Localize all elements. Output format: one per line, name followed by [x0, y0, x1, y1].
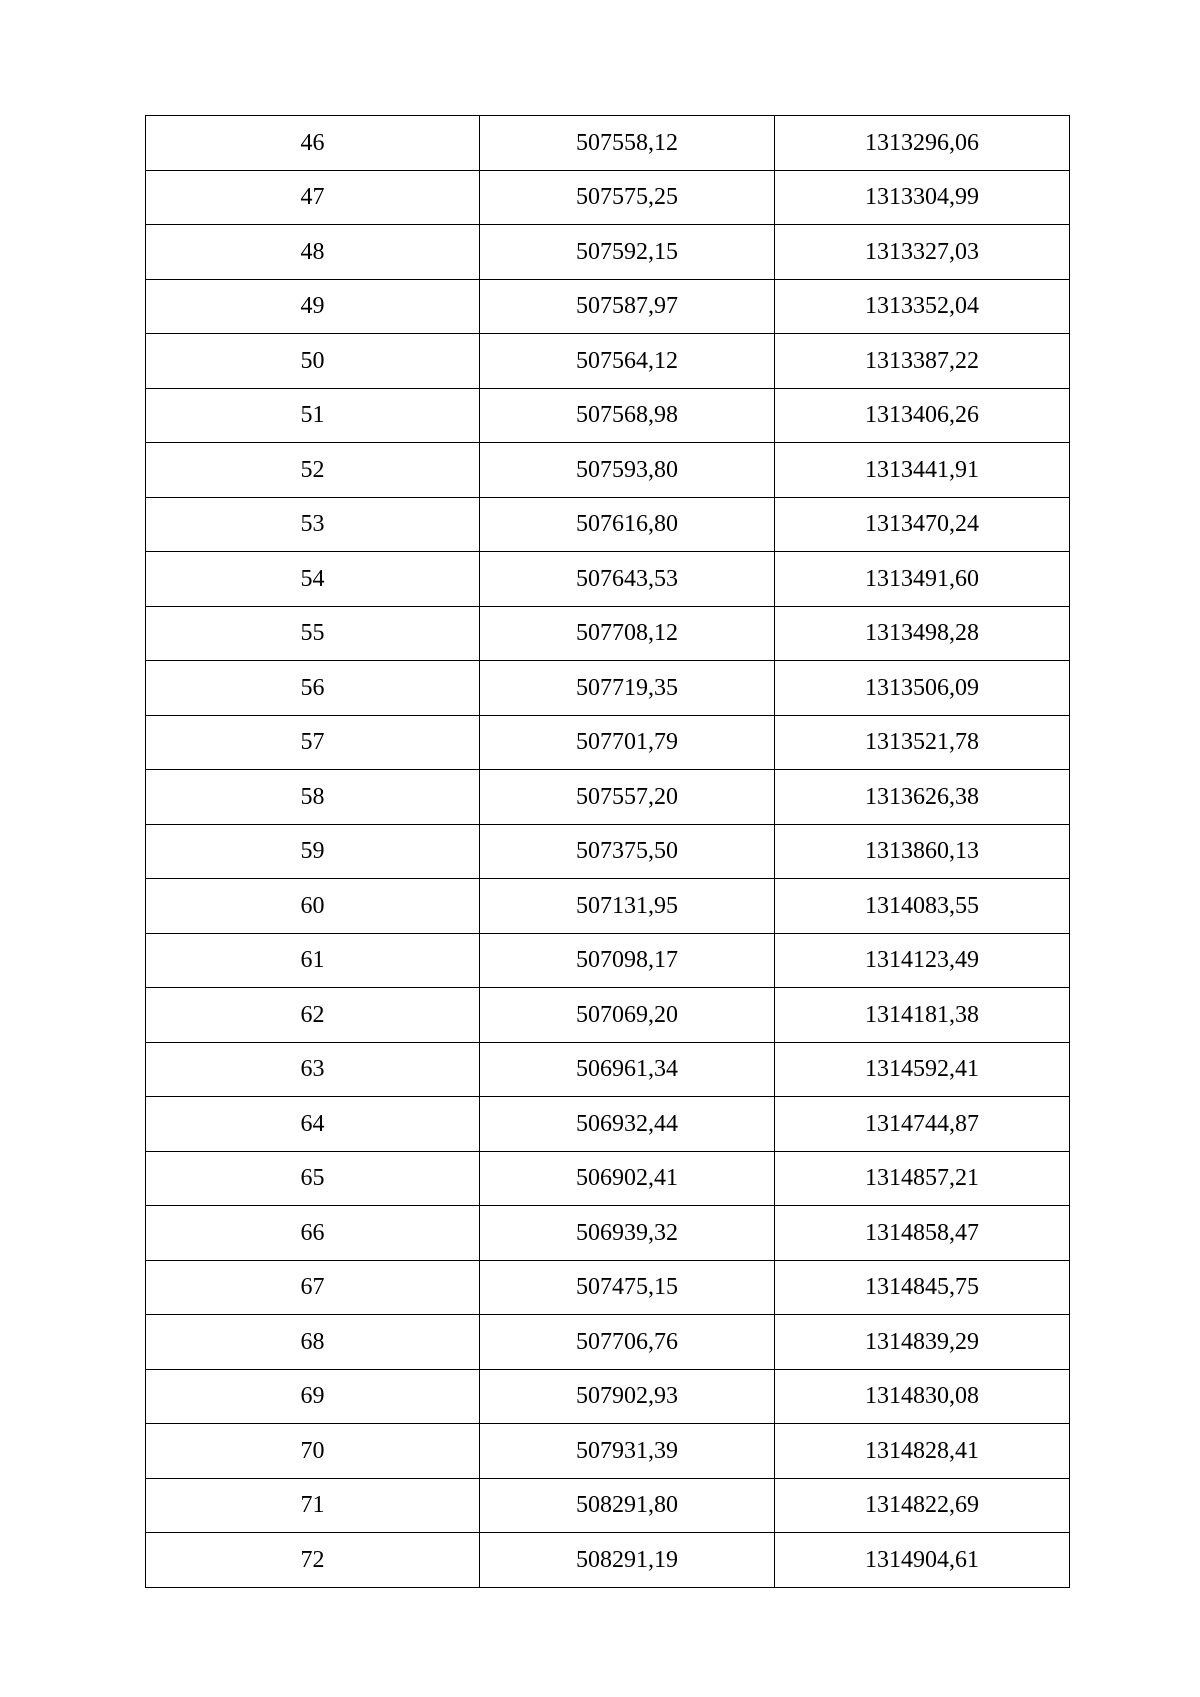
x-coordinate-cell: 507131,95 — [480, 879, 775, 934]
table-row — [146, 443, 1070, 498]
x-coordinate-cell: 507706,76 — [480, 1315, 775, 1370]
table-row — [146, 1478, 1070, 1533]
x-coordinate-cell: 507592,15 — [480, 225, 775, 280]
point-number-cell: 52 — [146, 443, 480, 498]
point-number-cell: 60 — [146, 879, 480, 934]
table-row — [146, 552, 1070, 607]
x-coordinate-cell: 508291,19 — [480, 1533, 775, 1588]
x-coordinate-cell: 507375,50 — [480, 824, 775, 879]
table-row — [146, 770, 1070, 825]
point-number-cell: 72 — [146, 1533, 480, 1588]
x-coordinate-cell: 507708,12 — [480, 606, 775, 661]
x-coordinate-cell: 506932,44 — [480, 1097, 775, 1152]
table-row — [146, 1151, 1070, 1206]
y-coordinate-cell: 1314858,47 — [775, 1206, 1070, 1261]
table-row — [146, 1533, 1070, 1588]
x-coordinate-cell: 507098,17 — [480, 933, 775, 988]
x-coordinate-cell: 507719,35 — [480, 661, 775, 716]
y-coordinate-cell: 1313470,24 — [775, 497, 1070, 552]
y-coordinate-cell: 1313506,09 — [775, 661, 1070, 716]
table-row — [146, 170, 1070, 225]
table-row — [146, 1042, 1070, 1097]
point-number-cell: 65 — [146, 1151, 480, 1206]
x-coordinate-cell: 507587,97 — [480, 279, 775, 334]
y-coordinate-cell: 1313387,22 — [775, 334, 1070, 389]
point-number-cell: 64 — [146, 1097, 480, 1152]
point-number-cell: 69 — [146, 1369, 480, 1424]
x-coordinate-cell: 507931,39 — [480, 1424, 775, 1479]
y-coordinate-cell: 1314822,69 — [775, 1478, 1070, 1533]
table-row — [146, 497, 1070, 552]
point-number-cell: 47 — [146, 170, 480, 225]
point-number-cell: 49 — [146, 279, 480, 334]
table-row — [146, 933, 1070, 988]
point-number-cell: 53 — [146, 497, 480, 552]
x-coordinate-cell: 508291,80 — [480, 1478, 775, 1533]
table-row — [146, 1097, 1070, 1152]
point-number-cell: 54 — [146, 552, 480, 607]
point-number-cell: 70 — [146, 1424, 480, 1479]
x-coordinate-cell: 507902,93 — [480, 1369, 775, 1424]
point-number-cell: 61 — [146, 933, 480, 988]
table-row — [146, 606, 1070, 661]
y-coordinate-cell: 1314083,55 — [775, 879, 1070, 934]
x-coordinate-cell: 507593,80 — [480, 443, 775, 498]
y-coordinate-cell: 1313491,60 — [775, 552, 1070, 607]
x-coordinate-cell: 507568,98 — [480, 388, 775, 443]
table-row — [146, 116, 1070, 171]
point-number-cell: 51 — [146, 388, 480, 443]
table-row — [146, 879, 1070, 934]
table-row — [146, 1206, 1070, 1261]
point-number-cell: 67 — [146, 1260, 480, 1315]
y-coordinate-cell: 1313352,04 — [775, 279, 1070, 334]
y-coordinate-cell: 1313406,26 — [775, 388, 1070, 443]
point-number-cell: 50 — [146, 334, 480, 389]
y-coordinate-cell: 1314839,29 — [775, 1315, 1070, 1370]
y-coordinate-cell: 1313441,91 — [775, 443, 1070, 498]
y-coordinate-cell: 1313521,78 — [775, 715, 1070, 770]
y-coordinate-cell: 1313304,99 — [775, 170, 1070, 225]
y-coordinate-cell: 1314123,49 — [775, 933, 1070, 988]
point-number-cell: 55 — [146, 606, 480, 661]
table-row — [146, 1424, 1070, 1479]
table-row — [146, 388, 1070, 443]
y-coordinate-cell: 1314181,38 — [775, 988, 1070, 1043]
x-coordinate-cell: 507575,25 — [480, 170, 775, 225]
x-coordinate-cell: 507643,53 — [480, 552, 775, 607]
coordinates-table-body — [146, 116, 1070, 1588]
y-coordinate-cell: 1314845,75 — [775, 1260, 1070, 1315]
x-coordinate-cell: 507564,12 — [480, 334, 775, 389]
y-coordinate-cell: 1313626,38 — [775, 770, 1070, 825]
point-number-cell: 66 — [146, 1206, 480, 1261]
x-coordinate-cell: 507069,20 — [480, 988, 775, 1043]
y-coordinate-cell: 1314830,08 — [775, 1369, 1070, 1424]
y-coordinate-cell: 1314744,87 — [775, 1097, 1070, 1152]
y-coordinate-cell: 1314828,41 — [775, 1424, 1070, 1479]
point-number-cell: 56 — [146, 661, 480, 716]
point-number-cell: 59 — [146, 824, 480, 879]
x-coordinate-cell: 506902,41 — [480, 1151, 775, 1206]
x-coordinate-cell: 506939,32 — [480, 1206, 775, 1261]
point-number-cell: 57 — [146, 715, 480, 770]
point-number-cell: 68 — [146, 1315, 480, 1370]
table-row — [146, 334, 1070, 389]
table-row — [146, 1369, 1070, 1424]
x-coordinate-cell: 507557,20 — [480, 770, 775, 825]
y-coordinate-cell: 1313296,06 — [775, 116, 1070, 171]
point-number-cell: 71 — [146, 1478, 480, 1533]
y-coordinate-cell: 1313860,13 — [775, 824, 1070, 879]
y-coordinate-cell: 1314857,21 — [775, 1151, 1070, 1206]
x-coordinate-cell: 507475,15 — [480, 1260, 775, 1315]
coordinates-table — [145, 115, 1070, 1588]
x-coordinate-cell: 507701,79 — [480, 715, 775, 770]
x-coordinate-cell: 506961,34 — [480, 1042, 775, 1097]
y-coordinate-cell: 1313498,28 — [775, 606, 1070, 661]
y-coordinate-cell: 1314904,61 — [775, 1533, 1070, 1588]
table-row — [146, 824, 1070, 879]
table-row — [146, 661, 1070, 716]
point-number-cell: 58 — [146, 770, 480, 825]
point-number-cell: 48 — [146, 225, 480, 280]
point-number-cell: 46 — [146, 116, 480, 171]
table-row — [146, 1260, 1070, 1315]
table-row — [146, 225, 1070, 280]
point-number-cell: 62 — [146, 988, 480, 1043]
point-number-cell: 63 — [146, 1042, 480, 1097]
x-coordinate-cell: 507558,12 — [480, 116, 775, 171]
table-row — [146, 715, 1070, 770]
table-row — [146, 988, 1070, 1043]
y-coordinate-cell: 1313327,03 — [775, 225, 1070, 280]
table-row — [146, 1315, 1070, 1370]
x-coordinate-cell: 507616,80 — [480, 497, 775, 552]
y-coordinate-cell: 1314592,41 — [775, 1042, 1070, 1097]
table-row — [146, 279, 1070, 334]
